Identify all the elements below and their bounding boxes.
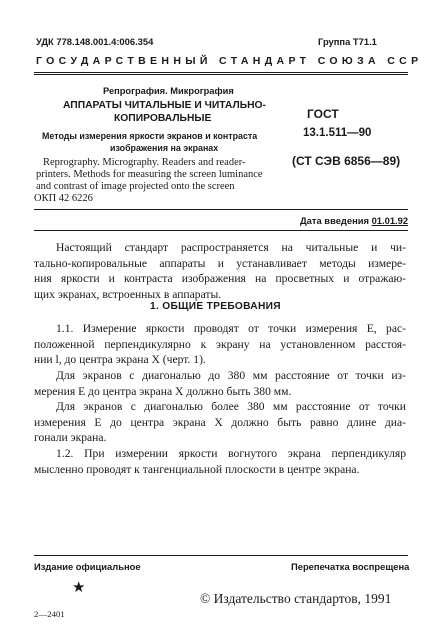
intro-date-value: 01.01.92	[371, 215, 409, 226]
text-line: Для экранов с диагональю более 380 мм расстояние от точки	[56, 400, 406, 413]
intro-paragraph	[34, 240, 406, 302]
gost-number: 13.1.511—90	[303, 127, 372, 139]
okp-code: ОКП 42 6226	[34, 193, 93, 204]
english-title-line1: Reprography. Micrography. Readers and reader-	[43, 157, 246, 168]
gost-label: ГОСТ	[307, 107, 339, 121]
intro-line: тально-копировальные аппараты и устанавливает методы измере-	[34, 256, 406, 270]
text-line: Для экранов с диагональю до 380 мм расстояние от точки из-	[56, 369, 406, 382]
paragraph-1-1	[34, 321, 406, 368]
text-line: мерения Е до центра экрана X должно быть 380 мм.	[34, 384, 292, 398]
title-divider	[34, 209, 408, 210]
copyright: © Издательство стандартов, 1991	[200, 591, 392, 606]
official-edition: Издание официальное	[34, 561, 141, 572]
intro-line: ния яркости и контраста изображения на просветных и отражаю-	[34, 272, 406, 285]
subtitle-line1: Методы измерения яркости экранов и контраста	[42, 131, 258, 141]
standard-banner: ГОСУДАРСТВЕННЫЙ СТАНДАРТ СОЮЗА ССР	[36, 55, 423, 67]
section-heading: 1. ОБЩИЕ ТРЕБОВАНИЯ	[150, 301, 281, 312]
star-icon: ★	[72, 580, 86, 596]
date-divider	[34, 230, 408, 231]
intro-date	[300, 215, 408, 226]
paragraph-diagonal-small	[34, 368, 406, 399]
main-title-line1: АППАРАТЫ ЧИТАЛЬНЫЕ И ЧИТАЛЬНО-	[63, 100, 266, 111]
print-code: 2—2401	[34, 609, 65, 619]
text-line: 1.1. Измерение яркости проводят от точки измерения Е, рас-	[56, 322, 406, 335]
text-line: нии l, до центра экрана X (черт. 1).	[34, 353, 206, 366]
text-line: 1.2. При измерении яркости вогнутого экрана перпендикуляр	[56, 447, 406, 460]
main-title-line2: КОПИРОВАЛЬНЫЕ	[114, 113, 212, 124]
subtitle-line2: изображения на экранах	[110, 143, 219, 153]
paragraph-diagonal-large	[34, 399, 406, 446]
footer-divider	[34, 555, 408, 556]
header-divider-top	[34, 72, 408, 73]
english-title-line2: printers. Methods for measuring the screen luminance	[36, 169, 263, 180]
category-title: Репрография. Микрография	[103, 86, 234, 96]
text-line: гонали экрана.	[34, 431, 107, 444]
text-line: мысленно проводят к тангенциальной плоскости в центре экрана.	[34, 462, 360, 476]
intro-date-label: Дата введения	[300, 215, 369, 226]
sev-equivalent: (СТ СЭВ 6856—89)	[292, 154, 401, 168]
group-code: Группа Т71.1	[318, 36, 377, 47]
text-line: положенной перпендикулярно к экрану на установленном расстоя-	[34, 337, 406, 351]
reprint-notice: Перепечатка воспрещена	[291, 561, 410, 572]
udk-code: УДК 778.148.001.4:006.354	[36, 36, 154, 47]
intro-line: Настоящий стандарт распространяется на читальные и чи-	[56, 241, 406, 254]
paragraph-1-2	[34, 446, 406, 477]
text-line: измерения Е до центра экрана X должно быть равно длине диа-	[34, 415, 406, 429]
header-divider-bottom	[34, 74, 408, 75]
intro-line: щих экранах, встроенных в аппараты.	[34, 287, 222, 301]
english-title-line3: and contrast of image projected onto the screen	[36, 181, 235, 192]
